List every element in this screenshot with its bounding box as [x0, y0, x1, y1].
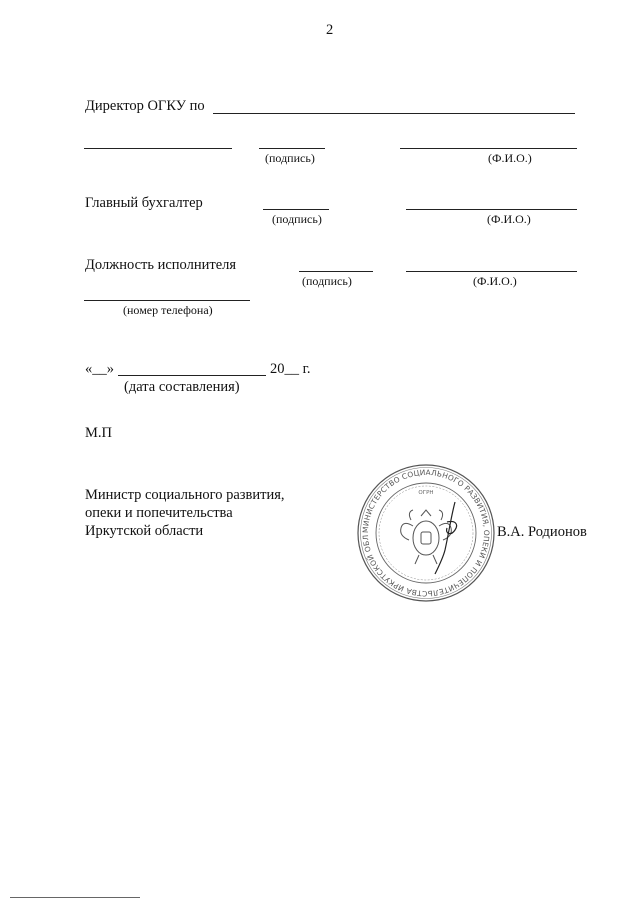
- executor-phone-caption: (номер телефона): [123, 303, 213, 317]
- accountant-signature-caption: (подпись): [272, 212, 322, 226]
- svg-text:МИНИСТЕРСТВО СОЦИАЛЬНОГО РАЗВИ: МИНИСТЕРСТВО СОЦИАЛЬНОГО РАЗВИТИЯ, ОПЕКИ И ПОПЕЧИТЕЛЬСТВА ИРКУТСКОЙ ОБЛ: [360, 467, 492, 599]
- seal-place-label: М.П: [85, 425, 112, 441]
- minister-title-line1: Министр социального развития,: [85, 487, 285, 503]
- executor-signature-line: [299, 271, 373, 272]
- executor-signature-caption: (подпись): [302, 274, 352, 288]
- director-name-caption: (Ф.И.О.): [488, 151, 532, 165]
- minister-title-line3: Иркутской области: [85, 523, 204, 539]
- executor-label: Должность исполнителя: [85, 257, 237, 273]
- date-year: 20__ г.: [270, 361, 311, 377]
- director-position-line: [84, 148, 232, 149]
- svg-text:ОГРН: ОГРН: [418, 490, 434, 496]
- footer-rule: [10, 897, 140, 898]
- date-caption: (дата составления): [124, 379, 240, 395]
- accountant-name-line: [406, 209, 577, 210]
- executor-name-caption: (Ф.И.О.): [473, 274, 517, 288]
- director-name-line: [400, 148, 577, 149]
- executor-name-line: [406, 271, 577, 272]
- date-day: «__»: [85, 361, 114, 377]
- official-stamp: [355, 462, 497, 604]
- stamp-seal-icon: [355, 462, 497, 604]
- director-signature-caption: (подпись): [265, 151, 315, 165]
- minister-name: В.А. Родионов: [497, 524, 587, 540]
- director-org-line: [213, 113, 575, 114]
- director-signature-line: [259, 148, 325, 149]
- page-number: 2: [326, 22, 334, 38]
- accountant-signature-line: [263, 209, 329, 210]
- director-label: Директор ОГКУ по: [85, 98, 205, 114]
- executor-phone-line: [84, 300, 250, 301]
- accountant-label: Главный бухгалтер: [85, 195, 203, 211]
- minister-title-line2: опеки и попечительства: [85, 505, 233, 521]
- date-month-line: [118, 375, 266, 376]
- accountant-name-caption: (Ф.И.О.): [487, 212, 531, 226]
